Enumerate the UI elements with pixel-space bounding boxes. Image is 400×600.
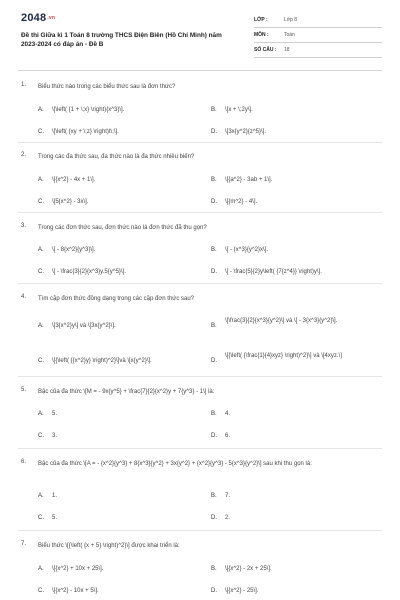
option-label: D. [211, 515, 217, 521]
option-label: C. [38, 358, 44, 364]
option-text: \[5{x^2} - 3x\]. [52, 199, 89, 205]
option-label: B. [211, 411, 217, 417]
question-divider [18, 142, 382, 143]
option-text: \[x + \;2y\]. [225, 107, 253, 113]
question-number: 3. [21, 223, 27, 229]
question-text: Bậc của đa thức \[A = - {x^2}{y^3} + 8{x^3}{y^2} + 3x{y^2} + {x^2}{y^3} - 5{x^3}{y^2}\] sau khi thu gọn là: [38, 461, 312, 467]
header-divider [18, 70, 382, 71]
option-text: \[{x^2} - 10x + 5\]. [52, 588, 99, 594]
question-divider [18, 283, 382, 284]
question-number: 2. [21, 152, 27, 158]
question-divider [18, 448, 382, 449]
page-title: Đề thi Giữa kì 1 Toán 8 trường THCS Điện Biên (Hồ Chí Minh) năm 2023-2024 có đáp án - Đề B [21, 32, 222, 48]
option-label: C. [38, 129, 44, 135]
meta-row-subject [254, 30, 382, 43]
option-text: 1. [52, 493, 58, 499]
option-label: D. [211, 358, 217, 364]
option-text: \[ - \frac{5}{2}y\left( {7{z^4}} \right)y\]. [225, 269, 322, 275]
question-divider [18, 376, 382, 377]
option-text: \[ - 8{x^2}{y^3}\]. [52, 247, 96, 253]
option-label: C. [38, 588, 44, 594]
option-label: D. [211, 129, 217, 135]
option-label: D. [211, 433, 217, 439]
option-text: 3. [52, 433, 58, 439]
option-label: B. [211, 493, 217, 499]
option-text: 5. [52, 411, 58, 417]
option-text: 2. [225, 515, 231, 521]
option-label: B. [211, 177, 217, 183]
option-text: \[{x^2} - 2x + 25\]. [225, 566, 272, 572]
meta-row-count [254, 45, 382, 58]
question-text: Trong các đa thức sau, đa thức nào là đa thức nhiều biến? [38, 154, 195, 160]
question-number: 1. [21, 82, 27, 88]
option-text: \[\left( {xy + \;z} \right)t\;\]. [52, 129, 119, 135]
question-number: 4. [21, 294, 27, 300]
option-label: A. [38, 107, 44, 113]
question-divider [18, 212, 382, 213]
option-label: C. [38, 269, 44, 275]
question-text: Biểu thức \[{\left( {x + 5} \right)^2}\] được khai triển là: [38, 543, 180, 549]
option-label: B. [211, 323, 217, 329]
option-text: \[\frac{3}{2}{x^3}{y^2}\] và \[ - 3{x^3}{y^2}\]. [225, 318, 338, 324]
meta-key: LỚP : [254, 17, 268, 23]
question-text: Trong các đơn thức sau, đơn thức nào là đơn thức đã thu gọn? [38, 225, 207, 231]
option-text: \[{\left( {\frac{1}{4}xyz} \right)^2}\] và \[4xyz.\] [225, 353, 342, 359]
option-text: \[3{x^2}y\] và \[3x{y^2}\]. [52, 323, 116, 329]
option-text: \[{a^2} - 3ab + 1\]. [225, 177, 273, 183]
option-label: B. [211, 107, 217, 113]
question-divider [18, 530, 382, 531]
option-text: \[{x^2} + 10x + 25\]. [52, 566, 104, 572]
question-text: Biểu thức nào trong các biểu thức sau là đơn thức? [38, 84, 176, 90]
option-label: D. [211, 199, 217, 205]
option-label: C. [38, 433, 44, 439]
option-text: \[ - {x^3}{y^2}x\]. [225, 247, 268, 253]
option-text: \[{x^2} - 25\]. [225, 588, 259, 594]
option-text: \[{x^2} - 4x + 1\]. [52, 177, 96, 183]
option-text: \[ - \frac{3}{2}{x^3}y.5{y^5}\]. [52, 269, 126, 275]
option-text: \[{\left( {{x^2}y} \right)^2}\]và \[x{y^2}\]. [52, 358, 152, 364]
exam-meta [254, 15, 382, 60]
option-label: A. [38, 247, 44, 253]
option-text: 6. [225, 433, 231, 439]
option-text: \[{m^2} - 4\]. [225, 199, 258, 205]
page-header [0, 0, 400, 72]
option-text: 5. [52, 515, 58, 521]
option-text: \[3x{y^2}{z^5}\]. [225, 129, 266, 135]
site-logo[interactable] [21, 12, 55, 24]
option-label: A. [38, 411, 44, 417]
logo-suffix: .vn [47, 15, 56, 22]
option-label: C. [38, 199, 44, 205]
option-label: A. [38, 493, 44, 499]
option-label: B. [211, 247, 217, 253]
option-label: A. [38, 177, 44, 183]
meta-key: MÔN : [254, 32, 269, 38]
question-number: 6. [21, 459, 27, 465]
option-label: D. [211, 269, 217, 275]
option-label: D. [211, 588, 217, 594]
option-label: C. [38, 515, 44, 521]
question-text: Tìm cặp đơn thức đồng dạng trong các cặp đơn thức sau? [38, 296, 194, 302]
meta-value: Lớp 8 [284, 17, 298, 23]
meta-value: 18 [284, 47, 290, 53]
option-text: 7. [225, 493, 231, 499]
question-number: 5. [21, 387, 27, 393]
option-label: B. [211, 566, 217, 572]
option-label: A. [38, 323, 44, 329]
question-number: 7. [21, 541, 27, 547]
meta-key: SỐ CÂU : [254, 47, 277, 53]
option-text: \[\left( {1 + \;x} \right){x^3}\]. [52, 107, 125, 113]
meta-row-class [254, 15, 382, 28]
question-text: Bậc của đa thức \[M = - 9x{y^5} + \frac{7}{2}{x^2}y + 7{y^3} - 1\] là: [38, 389, 215, 395]
option-text: 4. [225, 411, 231, 417]
option-label: A. [38, 566, 44, 572]
logo-text: 2048 [21, 12, 47, 24]
meta-value: Toán [284, 32, 295, 38]
